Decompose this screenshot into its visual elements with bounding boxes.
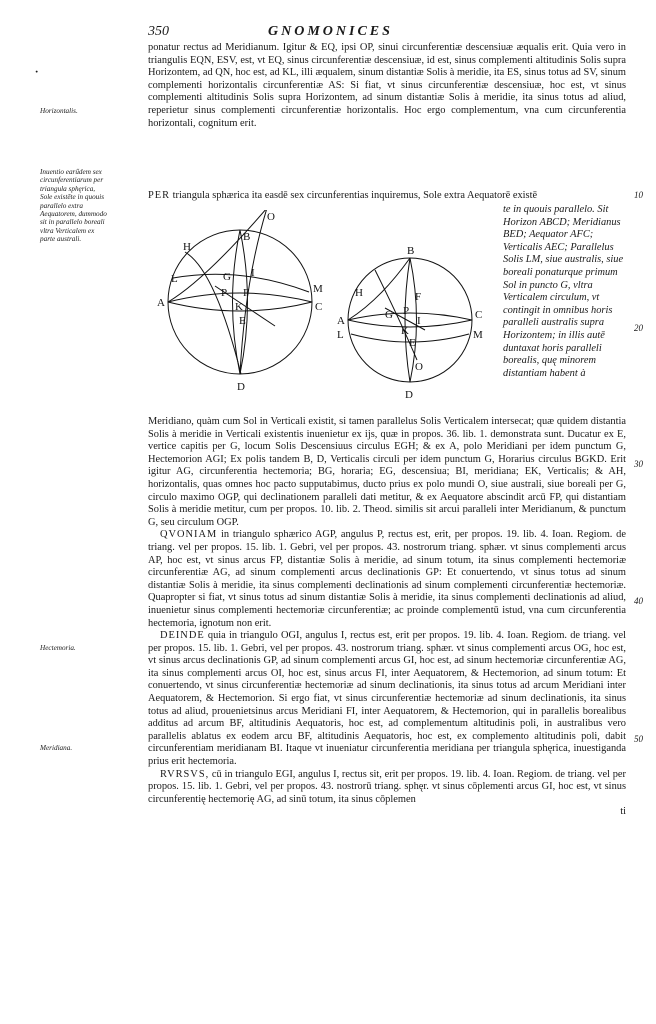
margin-number: 10 xyxy=(634,190,643,200)
figure-label: C xyxy=(315,301,323,313)
figure-label: D xyxy=(405,389,413,401)
margin-number: 20 xyxy=(634,323,643,333)
figure-label: H xyxy=(183,241,191,253)
figure-label: I xyxy=(251,267,255,279)
figure-label: P xyxy=(221,287,228,299)
margin-note-meridiana: Meridiana. xyxy=(40,744,73,752)
deinde-text: quia in triangulo OGI, angulus I, rectus est, erit per propos. 19. lib. 4. Ioan. Regiom. de triang. vel per propos. 15. lib. 1. Gebri, vel per propos. 43. nostrorum triang. sphær. vt sinus complementi arcus OG, hoc est, vt sinus arcus declinationis GP, ad sinum complementi arcus GI, hoc est, ad sinum hectemoriæ circunferentiæ AG, ita sinus complementi arcus OI, hoc est, sinus arcus FI, inter Aequatorem, & Hectemorion, ad sinum totum: Et conuertendo, vt sinus circunferentiæ hectemoriæ ad sinum declinationis, ita sinus totus ad arcum Meridiani inter Aequatorem, & Hectemorion. Si ergo fiat, vt sinus circunferentiæ hectemoriæ ad sinum declinationis, ita sinus totus ad aliud, prouenietsinus arcus Meridiani FI, inter Aequatorem, & Hectemorion, qui in parallelis borealibus additus ad arcum BF, altitudinis Aequatoris, hoc est, ad complementum altitudinis poli, in australibus vero parallelis ablatus ex eodem arcu BF, altitudinis Aequatoris, hoc est, ex complemento altitudinis poli, dabit circunferentiam meridianam BI. Itaque vt inueniatur circunferentia meridiana per triangula sphęrica, inuestiganda prius erit hectemoria. xyxy=(148,630,626,768)
page-number: 350 xyxy=(148,24,169,39)
figure-label: O xyxy=(415,361,423,373)
per-side-column xyxy=(503,204,629,380)
figure-label: H xyxy=(355,287,363,299)
margin-mark: · xyxy=(34,64,40,81)
rursus-lead: RVRSVS, xyxy=(160,768,210,780)
paragraph-deinde xyxy=(148,630,626,769)
right-sphere-diagram xyxy=(348,258,472,382)
figure-label: G xyxy=(223,271,231,283)
catchword: ti xyxy=(620,806,626,818)
quoniam-lead: QVONIAM xyxy=(160,529,218,541)
figure-label: G xyxy=(385,309,393,321)
per-lead: PER xyxy=(148,190,171,201)
figure-label: A xyxy=(157,297,165,309)
margin-number: 50 xyxy=(634,734,643,744)
figure-label: L xyxy=(337,329,344,341)
sphere-diagrams xyxy=(155,210,505,410)
figure-label: E xyxy=(239,315,246,327)
figure-label: M xyxy=(313,283,323,295)
per-side-text: te in quouis parallelo. Sit Horizon ABCD; Meridianus BED; Aequator AFC; Verticalis AEC; Parallelus Solis LM, siue australis, siue boreali ponaturque primum Sol in puncto G, vltra Verticalem circulum, vt contingit in omnibus horis paralleli australis supra Horizontem; in illis autē duntaxat horis paralleli borealis, quę minorem distantiam habent à xyxy=(503,204,624,379)
margin-number: 40 xyxy=(634,596,643,606)
margin-number: 30 xyxy=(634,459,643,469)
intro-paragraph xyxy=(148,42,626,130)
right-figure-labels xyxy=(337,245,483,401)
figure-label: K xyxy=(401,325,409,337)
intro-text: ponatur rectus ad Meridianum. Igitur & EQ, ipsi OP, sinui circunferentiæ descensiuæ æqualis erit. Quia vero in triangulis EQN, ESV, est, vt EQ, sinus circunferentiæ descensiuæ, id est, sinus complementi altitudinis Solis supra Horizontem, ad QN, hoc est, ad KL, illi æqualem, sinum distantiæ Solis à meridie, ita ES, sinus totus ad SV, sinum complementi horizontalis circunferentiæ AS: Si fiat, vt sinus circunferentiæ descensiuæ, hoc est, vt sinus complementi altitudinis Solis supra Horizontem, ad sinum distantiæ Solis à meridie, ita sinus totus ad aliud, reperietur sinus complementi circunferentiæ horizontalis. Hoc ergo complementum, vna cum circunferentia horizontali, cognitum erit. xyxy=(148,42,626,129)
paragraph-quoniam xyxy=(148,529,626,630)
main-text-body xyxy=(148,416,626,819)
margin-note-inventio: Inuentio earűdem sex circunferentiarum per triangula sphęrica, Sole existēte in quouis parallelo extra Aequatorem, dummodo sit in parallelo boreali vltra Verticalem ex parte australi. xyxy=(40,168,107,244)
figure-label: K xyxy=(235,301,243,313)
figure-label: P xyxy=(403,305,410,317)
figure-label: F xyxy=(243,287,250,299)
figure-label: E xyxy=(409,337,416,349)
page-header xyxy=(148,24,508,42)
figure-label: M xyxy=(473,329,483,341)
rursus-text: cū in triangulo EGI, angulus I, rectus sit, erit per propos. 19. lib. 4. Ioan. Regiom. de triang. vel per propos. 15. lib. 1. Gebri, vel per propos. 43. nostrorū triang. sphęr. vt sinus cōplementi arcus GI, hoc est, vt sinus circunferentię hectemorię AG, ad sinū totum, ita sinus cōplemen xyxy=(148,768,626,805)
quoniam-text: in triangulo sphærico AGP, angulus P, rectus est, erit, per propos. 19. lib. 4. Ioan. Regiom. de triang. vel per propos. 15. lib. 1. Gebri, vel per propos. 43. nostrorum triang. sphær. vt sinus complementi arcus AP, hoc est, vt sinus arcus FP, distantiæ Solis à meridie, ad sinum totum, ita sinus complementi hectemoriæ circunferentiæ AG, ad sinum complementi arcus declinationis GP: Et conuertendo, vt sinus totus ad sinum distantiæ Solis à meridie, ita sinus complementi declinationis ad sinum complementi circunferentiæ hectemoriæ. Quapropter si fiat, vt sinus totus ad sinum distantiæ Solis à meridie, ita sinus complementi declinationis ad aliud, inuenietur sinus complementi hectemoriæ circunferentiæ; ac proinde complementū istud, vna cum circunferentia hectemoria, ignotum non erit. xyxy=(148,529,626,629)
deinde-lead: DEINDE xyxy=(160,630,205,642)
running-head: GNOMONICES xyxy=(268,24,393,39)
figure-label: O xyxy=(267,211,275,223)
paragraph-rursus xyxy=(148,769,626,807)
figure-label: B xyxy=(407,245,415,257)
figure-label: B xyxy=(243,231,251,243)
figure-label: D xyxy=(237,381,245,393)
figure-label: L xyxy=(171,273,178,285)
figure-label: F xyxy=(415,291,422,303)
paragraph-meridiano: Meridiano, quàm cum Sol in Verticali existit, si tamen parallelus Solis Verticalem intersecat; quæ quidem distantia Solis à meridie in Verticali existentis inuenietur ex ijs, quæ in propos. 36. lib. 1. demonstrata sunt. Ducatur ex E, vertice capitis per G, locum Solis Descensiuus circulus EGH; & ex A, polo Meridiani per idem punctum G, Hectemorion AGI; Ex polis tandem B, D, Verticalis circuli per idem punctum G, Horarius circulus BGKD. Erit igitur AG, circunferentia hectemoria; BG, horaria; EG, descensiua; BI, meridiana; EK, Verticalis; & AH, horizontalis, quas omnes hoc pacto supputabimus, ducto prius ex polo mundi O, siue australi, siue boreali per G, circulo maximo OGP, qui declinationem paralleli dati metitur, & ex Aequatore abscindit arcū FP, qui distantiam Solis à meridie metitur, cum per propos. 10. lib. 2. Theod. similis sit arcui paralleli inter Meridianum, & punctum G, seu circulum OGP. xyxy=(148,416,626,528)
per-paragraph-top xyxy=(148,190,626,203)
figure-label: C xyxy=(475,309,483,321)
margin-note-hectemoria: Hectemoria. xyxy=(40,644,76,652)
per-top-text: triangula sphærica ita easdē sex circunferentias inquiremus, Sole extra Aequatorē existē xyxy=(172,190,538,201)
left-sphere-diagram xyxy=(168,210,312,374)
figure-label: A xyxy=(337,315,345,327)
figure-label: I xyxy=(417,315,421,327)
margin-note-horizontalis: Horizontalis. xyxy=(40,107,78,115)
